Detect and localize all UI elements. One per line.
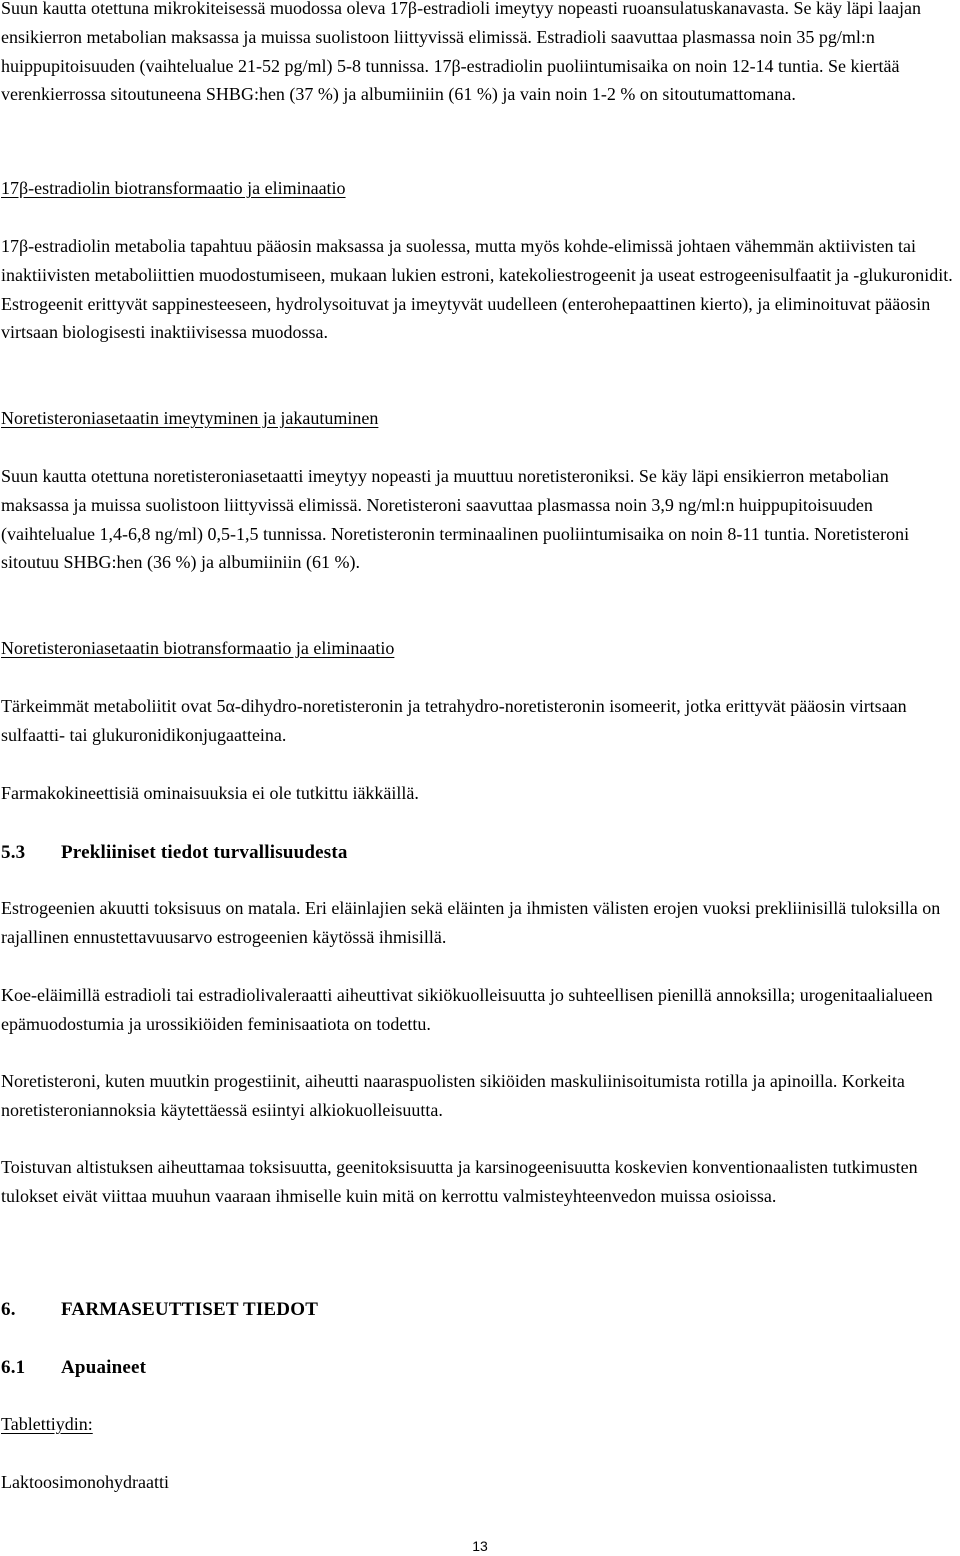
paragraph-elderly: Farmakokineettisiä ominaisuuksia ei ole tutkittu iäkkäillä.: [1, 783, 419, 803]
section-number: 5.3: [1, 842, 26, 863]
subheading-text: Noretisteroniasetaatin imeytyminen ja jakautuminen: [1, 408, 379, 428]
paragraph-estradiol-metabolism: 17β-estradiolin metabolia tapahtuu pääosin maksassa ja suolessa, mutta myös kohde-elimissä johtaen vähemmän aktiivisten tai inaktiivisten metaboliittien muodostumiseen, mukaan lukien estroni, katekoliestrogeenit ja useat estrogeenisulfaatit ja -glukuronidit. Estrogeenit erittyvät sappinesteeseen, hydrolysoituvat ja imeytyvät uudelleen (enterohepaattinen kierto), ja eliminoituvat pääosin virtsaan biologisesti inaktiivisessa muodossa.: [1, 236, 953, 343]
section-heading-5-3: [1, 839, 348, 867]
subheading-noret-biotransformation: [1, 634, 957, 663]
paragraph-animal-studies: Koe-eläimillä estradioli tai estradiolivaleraatti aiheuttivat sikiökuolleisuutta jo suhteellisen pienillä annoksilla; urogenitaalialueen epämuodostumia ja urossikiöiden feminisaatiota on todettu.: [1, 985, 933, 1034]
subheading-text: Tablettiydin:: [1, 1414, 93, 1434]
subheading-estradiol-biotransformation: [1, 174, 957, 203]
section-title: Prekliiniset tiedot turvallisuudesta: [61, 842, 348, 863]
paragraph-norethisterone-effects: Noretisteroni, kuten muutkin progestiinit, aiheutti naaraspuolisten sikiöiden maskuliinisoitumista rotilla ja apinoilla. Korkeita noretisteroniannoksia käytettäessä esiintyi alkiokuolleisuutta.: [1, 1071, 905, 1120]
subheading-noret-absorption: [1, 404, 957, 433]
subheading-text: Noretisteroniasetaatin biotransformaatio ja eliminaatio: [1, 638, 395, 658]
paragraph-repeated-toxicity: Toistuvan altistuksen aiheuttamaa toksisuutta, geenitoksisuutta ja karsinogeenisuutta koskevien konventionaalisten tutkimusten tulokset eivät viittaa muuhun vaaraan ihmiselle kuin mitä on kerrottu valmisteyhteenvedon muissa osioissa.: [1, 1157, 918, 1206]
paragraph-estradiol-absorption: Suun kautta otettuna mikrokiteisessä muodossa oleva 17β-estradioli imeytyy nopeasti ruoansulatuskanavasta. Se käy läpi laajan ensikierron metabolian maksassa ja muissa suolistoon liittyvissä elimissä. Estradioli saavuttaa plasmassa noin 35 pg/ml:n huippupitoisuuden (vaihtelualue 21-52 pg/ml) 5-8 tunnissa. 17β-estradiolin puoliintumisaika on noin 12-14 tuntia. Se kiertää verenkierrossa sitoutuneena SHBG:hen (37 %) ja albumiiniin (61 %) ja vain noin 1-2 % on sitoutumattomana.: [1, 0, 921, 105]
section-heading-6: [1, 1296, 318, 1324]
paragraph-acute-toxicity: Estrogeenien akuutti toksisuus on matala. Eri eläinlajien sekä eläinten ja ihmisten välisten erojen vuoksi prekliinisillä tuloksilla on rajallinen ennustettavuusarvo estrogeenien käytössä ihmisillä.: [1, 898, 941, 947]
section-title: Apuaineet: [61, 1357, 147, 1378]
section-number: 6.: [1, 1299, 16, 1320]
subheading-tablet-core: [1, 1410, 957, 1439]
paragraph-noret-absorption: Suun kautta otettuna noretisteroniasetaatti imeytyy nopeasti ja muuttuu noretisteroniksi. Se käy läpi ensikierron metabolian maksassa ja muissa suolistoon liittyvissä elimissä. Noretisteroni saavuttaa plasmassa noin 3,9 ng/ml:n huippupitoisuuden (vaihtelualue 1,4-6,8 ng/ml) 0,5-1,5 tunnissa. Noretisteronin terminaalinen puoliintumisaika on noin 8-11 tuntia. Noretisteroni sitoutuu SHBG:hen (36 %) ja albumiiniin (61 %).: [1, 466, 910, 573]
subheading-text: 17β-estradiolin biotransformaatio ja eliminaatio: [1, 178, 346, 198]
page-number: 13: [472, 1538, 488, 1554]
section-title: FARMASEUTTISET TIEDOT: [61, 1299, 319, 1320]
paragraph-noret-metabolites: Tärkeimmät metaboliitit ovat 5α-dihydro-noretisteronin ja tetrahydro-noretisteronin isomeerit, jotka erittyvät pääosin virtsaan sulfaatti- tai glukuronidikonjugaatteina.: [1, 696, 907, 745]
excipient-item: Laktoosimonohydraatti: [1, 1472, 169, 1492]
section-heading-6-1: [1, 1354, 146, 1382]
section-number: 6.1: [1, 1357, 26, 1378]
